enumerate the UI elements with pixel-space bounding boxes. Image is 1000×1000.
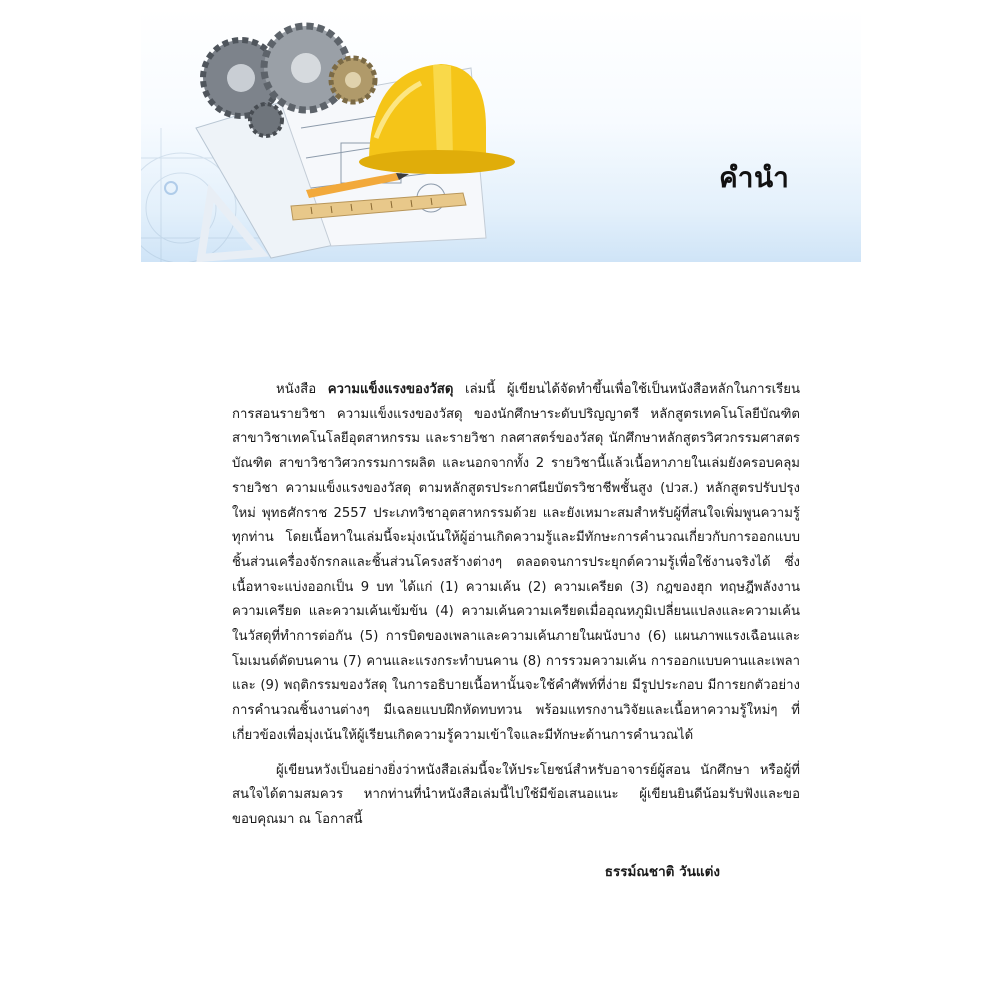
author-signature: ธรรม์ณชาติ วันแต่ง <box>604 864 720 880</box>
page-title: คำนำ <box>719 161 790 194</box>
preface-paragraph-1 <box>232 378 800 749</box>
preface-body <box>232 378 800 843</box>
book-title: ความแข็งแรงของวัสดุ <box>327 382 454 397</box>
preface-paragraph-2: ผู้เขียนหวังเป็นอย่างยิ่งว่าหนังสือเล่มนี้จะให้ประโยชน์สำหรับอาจารย์ผู้สอน นักศึกษา หรือผู้ที่สนใจได้ตามสมควร หากท่านที่นำหนังสือเล่มนี้ไปใช้มีข้อเสนอแนะ ผู้เขียนยินดีน้อมรับฟังและขอขอบคุณมา ณ โอกาสนี้ <box>232 762 800 827</box>
preface-lead: หนังสือ <box>276 382 317 397</box>
banner-illustration <box>141 8 861 262</box>
preface-paragraph-1-text: เล่มนี้ ผู้เขียนได้จัดทำขึ้นเพื่อใช้เป็นหนังสือหลักในการเรียนการสอนรายวิชา ความแข็งแรงของวัสดุ ของนักศึกษาระดับปริญญาตรี หลักสูตรเทคโนโลยีบัณฑิต สาขาวิชาเทคโนโลยีอุตสาหกรรม และรายวิชา กลศาสตร์ของวัสดุ นักศึกษาหลักสูตรวิศวกรรมศาสตรบัณฑิต สาขาวิชาวิศวกรรมการผลิต และนอกจากทั้ง 2 รายวิชานี้แล้วเนื้อหาภายในเล่มยังครอบคลุมรายวิชา ความแข็งแรงของวัสดุ ตามหลักสูตรประกาศนียบัตรวิชาชีพชั้นสูง (ปวส.) หลักสูตรปรับปรุงใหม่ พุทธศักราช 2557 ประเภทวิชาอุตสาหกรรมด้วย และยังเหมาะสมสำหรับผู้ที่สนใจเพิ่มพูนความรู้ทุกท่าน โดยเนื้อหาในเล่มนี้จะมุ่งเน้นให้ผู้อ่านเกิดความรู้และมีทักษะการคำนวณเกี่ยวกับการออกแบบชิ้นส่วนเครื่องจักรกลและชิ้นส่วนโครงสร้างต่างๆ ตลอดจนการประยุกต์ความรู้เพื่อใช้งานจริงได้ ซึ่งเนื้อหาจะแบ่งออกเป็น 9 บท ได้แก่ (1) ความเค้น (2) ความเครียด (3) กฎของฮุก ทฤษฎีพลังงานความเครียด และความเค้นเข้มข้น (4) ความเค้นความเครียดเมื่ออุณหภูมิเปลี่ยนแปลงและความเค้นในวัสดุที่ทำการต่อกัน (5) การบิดของเพลาและความเค้นภายในผนังบาง (6) แผนภาพแรงเฉือนและโมเมนต์ดัดบนคาน (7) คานและแรงกระทำบนคาน (8) การรวมความเค้น การออกแบบคานและเพลา และ (9) พฤติกรรมของวัสดุ ในการอธิบายเนื้อหานั้นจะใช้คำศัพท์ที่ง่าย มีรูปประกอบ มีการยกตัวอย่างการคำนวณชิ้นงานต่างๆ มีเฉลยแบบฝึกหัดทบทวน พร้อมแทรกงานวิจัยและเนื้อหาความรู้ใหม่ๆ ที่เกี่ยวข้องเพื่อมุ่งเน้นให้ผู้เรียนเกิดความรู้ความเข้าใจและมีทักษะด้านการคำนวณได้ <box>232 382 800 743</box>
hard-hat-icon <box>359 64 515 174</box>
header-banner <box>141 8 861 262</box>
